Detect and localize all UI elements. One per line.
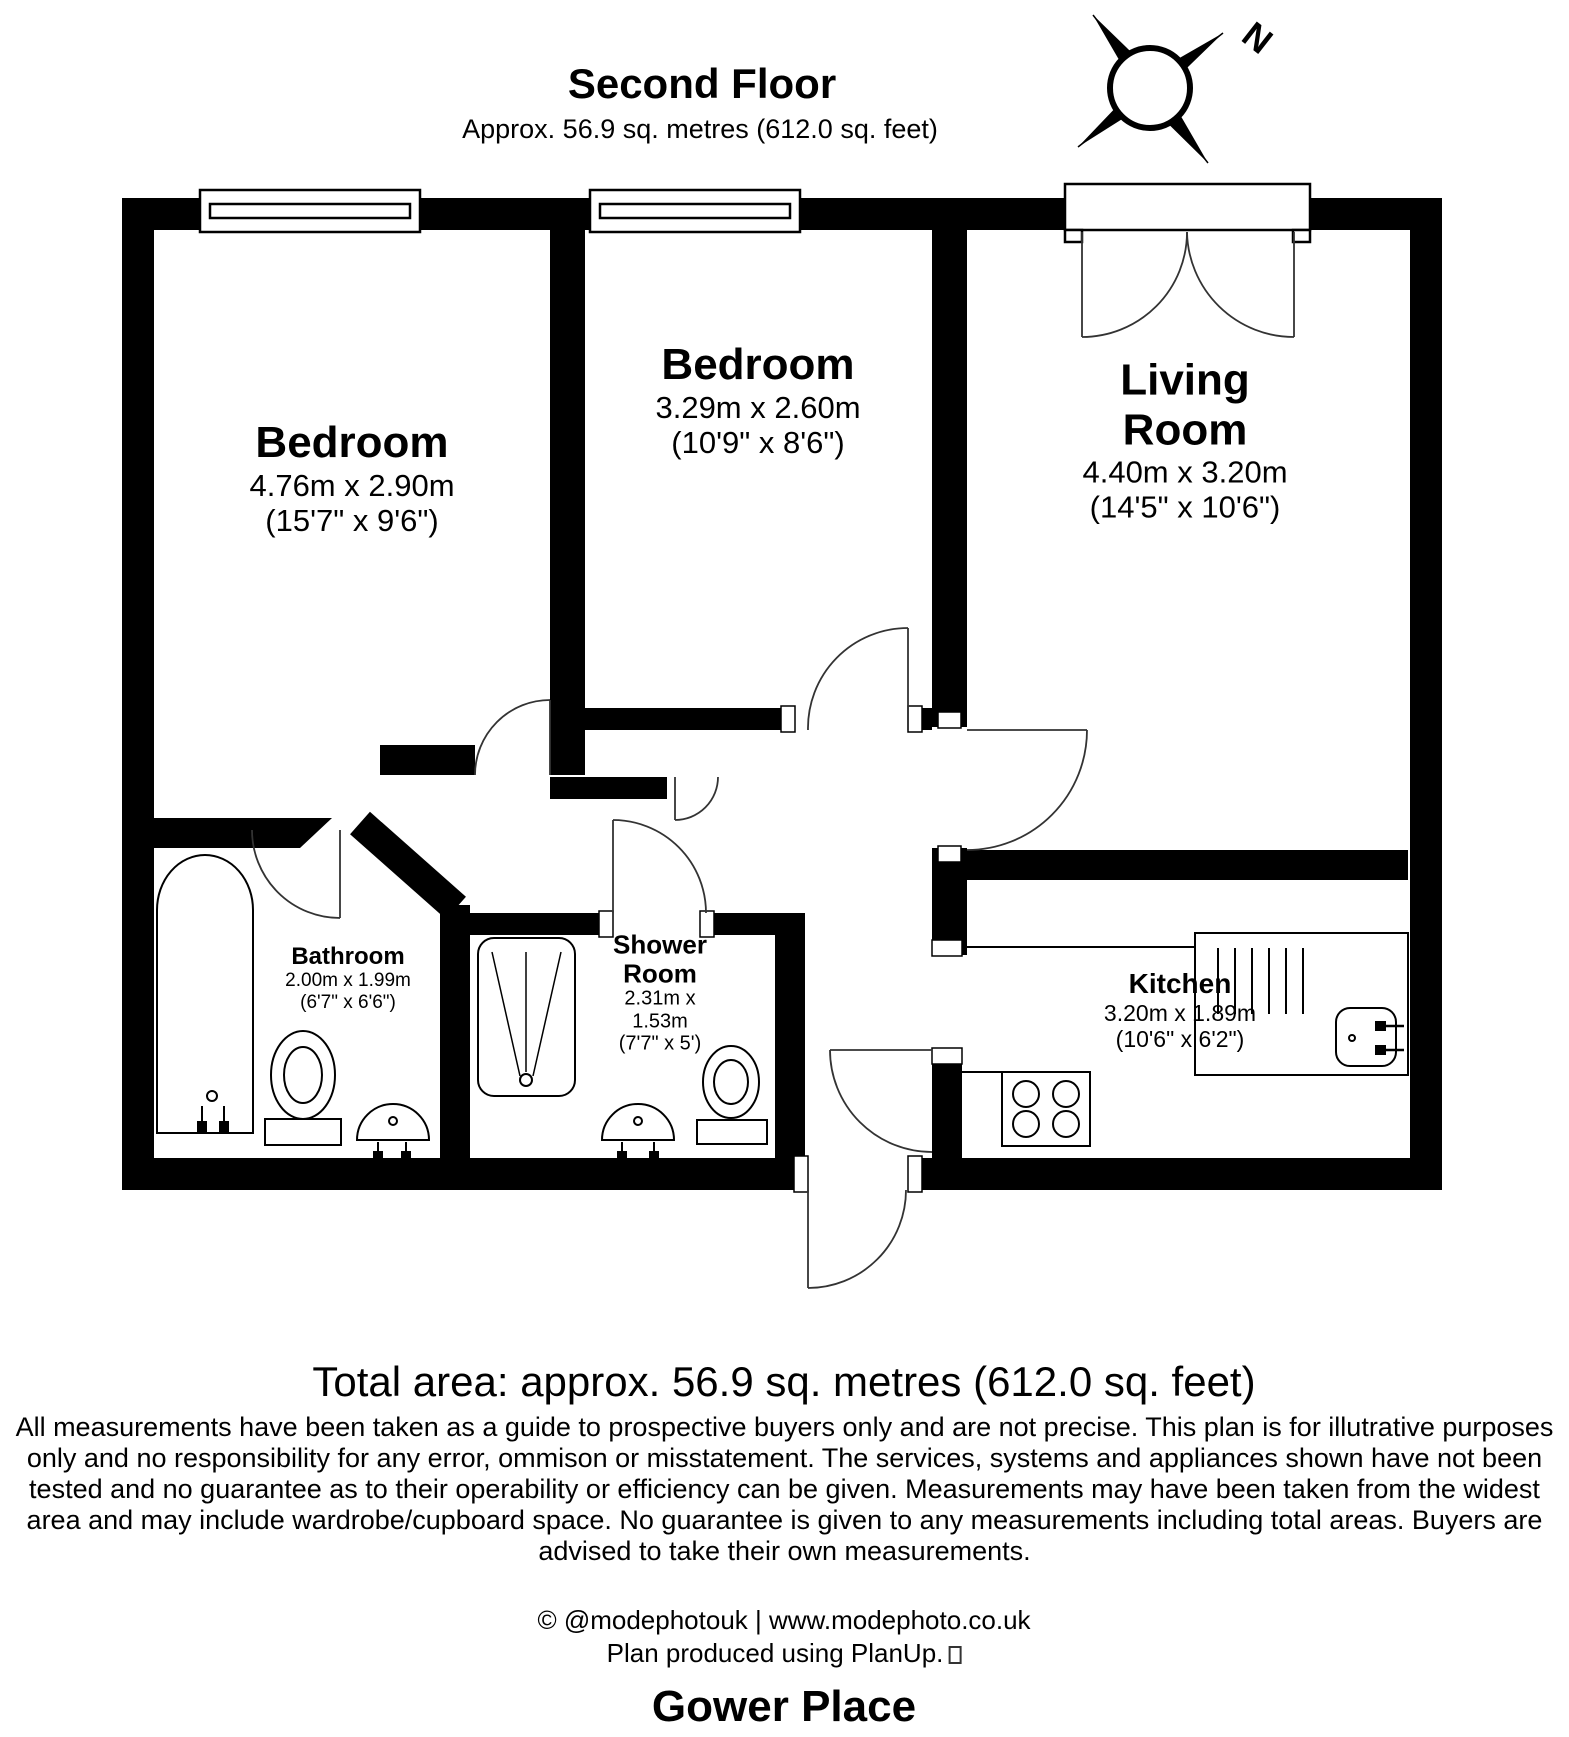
room-imperial: (10'9" x 8'6") [671,424,845,460]
room-name: Kitchen [1128,968,1232,1000]
disclaimer-line: tested and no guarantee as to their operability or efficiency can be given. Measurements may have been taken from the widest [29,1474,1540,1504]
bedroom2-window [590,190,800,232]
room-imperial: (14'5" x 10'6") [1089,489,1281,525]
room-name: Bathroom [291,942,405,970]
disclaimer-line: advised to take their own measurements. [538,1536,1031,1566]
disclaimer-line: All measurements have been taken as a guide to prospective buyers only and are not precise. This plan is for illutrative purposes [15,1412,1554,1442]
room-metric: 4.40m x 3.20m [1082,454,1288,490]
bedroom1-door [475,700,550,775]
bedroom1-window [200,190,420,232]
room-name: Living Room [1120,355,1250,454]
room-label-kitchen [1104,968,1256,1052]
room-metric: 3.29m x 2.60m [655,389,861,425]
room-label-bedroom-1 [249,418,454,538]
page-subtitle: Approx. 56.9 sq. metres (612.0 sq. feet) [462,114,938,144]
credit-line: © @modephotouk | www.modephoto.co.uk [537,1605,1031,1635]
bathroom-toilet [265,1031,341,1145]
french-doors [1082,232,1294,337]
room-metric: 2.00m x 1.99m [285,970,411,992]
disclaimer-text [0,1412,1569,1567]
hob [1002,1072,1090,1146]
kitchen-door [830,1050,932,1152]
room-imperial: (7'7" x 5') [618,1032,702,1055]
disclaimer-line: area and may include wardrobe/cupboard space. No guarantee is given to any measurements including total areas. Buyers are [26,1505,1543,1535]
windows [200,184,1310,242]
shower-room-toilet [697,1046,767,1144]
room-metric: 3.20m x 1.89m [1103,999,1257,1026]
bathtub [157,855,253,1133]
room-imperial: (6'7" x 6'6") [300,991,396,1013]
room-label-bathroom [285,943,411,1013]
property-address: Gower Place [651,1682,917,1731]
page-title: Second Floor [567,60,837,107]
room-name: Bedroom [661,340,855,390]
shower-room-door [613,820,706,913]
room-label-bedroom-2 [655,340,860,460]
cupboard-door [675,777,718,820]
compass-icon [1078,13,1280,163]
room-label-shower-room [600,931,720,1056]
disclaimer-line: only and no responsibility for any error, ommison or misstatement. The services, systems and appliances shown have not been [26,1443,1543,1473]
bathroom-basin [357,1104,429,1162]
room-metric: 4.76m x 2.90m [249,467,455,503]
produced-line [607,1638,962,1669]
room-imperial: (10'6" x 6'2") [1115,1025,1245,1052]
bedroom2-door [808,628,908,730]
shower-tray [478,938,575,1096]
compass-north-label: N [1234,13,1281,62]
living-room-door [967,730,1087,850]
room-name: Bedroom [255,418,449,468]
room-metric: 2.31m x 1.53m [624,987,696,1033]
produced-text: Plan produced using PlanUp. [606,1638,944,1668]
room-label-living-room [1065,355,1305,524]
entrance-door [808,1190,906,1288]
room-imperial: (15'7" x 9'6") [265,502,439,538]
missing-glyph-box [948,1646,961,1664]
diagonal-wall [360,823,456,908]
total-area-text: Total area: approx. 56.9 sq. metres (612.0 sq. feet) [312,1358,1256,1405]
shower-room-basin [602,1104,674,1162]
room-name: Shower Room [613,929,707,989]
